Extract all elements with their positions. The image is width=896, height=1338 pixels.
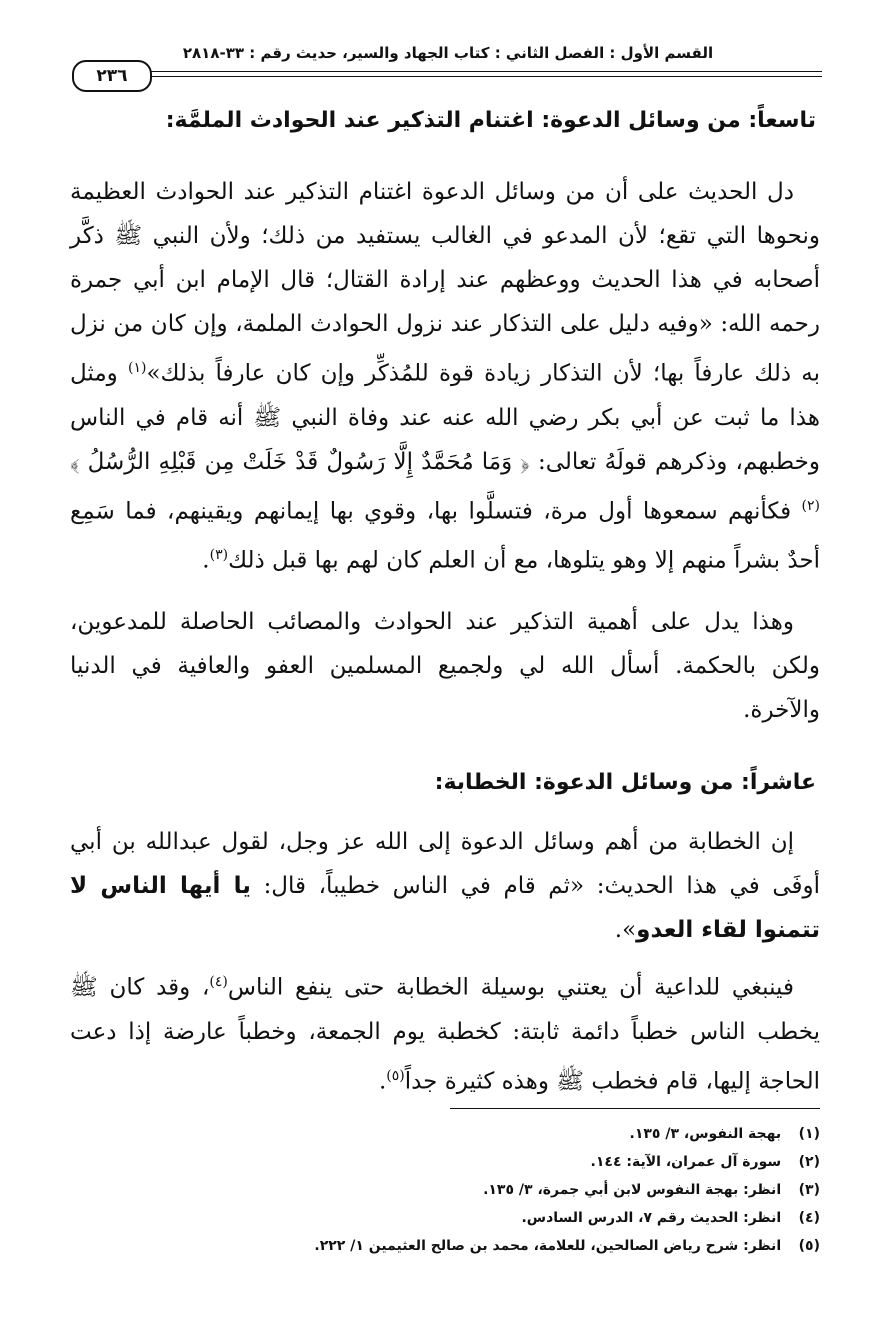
- section-heading-ninth: تاسعاً: من وسائل الدعوة: اغتنام التذكير عند الحوادث الملمَّة:: [165, 108, 816, 133]
- paragraph-text: فينبغي للداعية أن يعتني بوسيلة الخطابة حتى ينفع الناس: [227, 974, 794, 1001]
- footnote-number: (٥): [798, 1238, 820, 1254]
- paragraph-text: ومثل هذا ما ثبت عن أبي بكر رضي الله عنه عند وفاة النبي ﷺ أنه قام في الناس وخطبهم، وذكرهم قولَهُ تعالى: ﴿ وَمَا مُحَمَّدٌ إِلَّا رَسُولٌ قَدْ خَلَتْ مِن قَبْلِهِ الرُّسُلُ ﴾: [70, 360, 820, 475]
- footnote-item: [70, 1120, 820, 1148]
- footnote-ref-4: (٤): [209, 974, 228, 990]
- footnote-ref-3: (٣): [209, 547, 229, 564]
- footnote-number: (٢): [798, 1154, 820, 1170]
- paragraph-reminding-at-events: [70, 170, 820, 583]
- paragraph-text: إن الخطابة من أهم وسائل الدعوة إلى الله عز وجل، لقول عبدالله بن أبي أوفَى في هذا الحديث: «ثم قام في الناس خطيباً، قال:: [70, 829, 820, 899]
- footnote-item: [70, 1232, 820, 1260]
- hadith-quote-bold: يا أيها الناس لا تتمنوا لقاء العدو: [70, 873, 820, 943]
- paragraph-wisdom: وهذا يدل على أهمية التذكير عند الحوادث والمصائب الحاصلة للمدعوين، ولكن بالحكمة. أسأل الله لي ولجميع المسلمين العفو والعافية في الدنيا والآخرة.: [70, 609, 820, 723]
- header-rule: [150, 71, 822, 72]
- footnote-item: [70, 1148, 820, 1176]
- footnote-item: [70, 1204, 820, 1232]
- paragraph-text: ، وقد كان ﷺ يخطب الناس خطباً دائمة ثابتة: كخطبة يوم الجمعة، وخطباً عارضة إذا دعت الحاجة إليها، قام فخطب ﷺ وهذه كثيرة جداً: [70, 974, 820, 1095]
- footnote-text: سورة آل عمران، الآية: ١٤٤.: [590, 1154, 782, 1170]
- paragraph-sermon-importance: [70, 820, 820, 952]
- running-header: القسم الأول : الفصل الثاني : كتاب الجهاد والسير، حديث رقم : ٣٣-٢٨١٨: [182, 44, 714, 62]
- page-number: ٢٣٦: [72, 60, 152, 92]
- paragraph-text: ».: [614, 917, 637, 943]
- footnote-item: [70, 1176, 820, 1204]
- section-heading-tenth: عاشراً: من وسائل الدعوة: الخطابة:: [434, 770, 816, 795]
- paragraph-text: فكأنهم سمعوها أول مرة، فتسلَّوا بها، وقوي بها إيمانهم ويقينهم، فما سَمِع أحدٌ بشراً منهم إلا وهو يتلوها، مع أن العلم كان لهم بها قبل ذلك: [70, 498, 820, 574]
- paragraph-text: .: [202, 547, 210, 574]
- footnote-number: (١): [798, 1126, 820, 1142]
- footnote-number: (٣): [798, 1182, 820, 1198]
- paragraph-text: .: [378, 1068, 387, 1095]
- footnote-text: بهجة النفوس، ٣/ ١٣٥.: [629, 1126, 782, 1142]
- footnote-ref-5: (٥): [386, 1067, 405, 1084]
- footnote-ref-1: (١): [127, 360, 147, 376]
- footnote-text: انظر: شرح رياض الصالحين، للعلامة، محمد بن صالح العثيمين ١/ ٢٢٢.: [314, 1238, 782, 1254]
- header-rule: [150, 76, 822, 77]
- paragraph-text: دل الحديث على أن من وسائل الدعوة اغتنام التذكير عند الحوادث العظيمة ونحوها التي تقع؛ لأن المدعو في الغالب يستفيد من ذلك؛ ولأن النبي ﷺ ذكَّر أصحابه في هذا الحديث ووعظهم عند إرادة القتال؛ قال الإمام ابن أبي جمرة رحمه الله: «وفيه دليل على التذكار عند نزول الحوادث الملمة، وإن كان من نزل به ذلك عارفاً بها؛ لأن التذكار زيادة قوة للمُذكِّر وإن كان عارفاً بذلك»: [70, 179, 820, 387]
- paragraph-sermon-types: [70, 960, 820, 1103]
- footnotes-list: [70, 1120, 820, 1260]
- footnote-number: (٤): [798, 1210, 820, 1226]
- footnote-text: انظر: بهجة النفوس لابن أبي جمرة، ٣/ ١٣٥.: [483, 1182, 782, 1198]
- footnote-text: انظر: الحديث رقم ٧، الدرس السادس.: [521, 1210, 782, 1226]
- footnote-separator: [450, 1108, 820, 1109]
- footnote-ref-2: (٢): [801, 497, 820, 514]
